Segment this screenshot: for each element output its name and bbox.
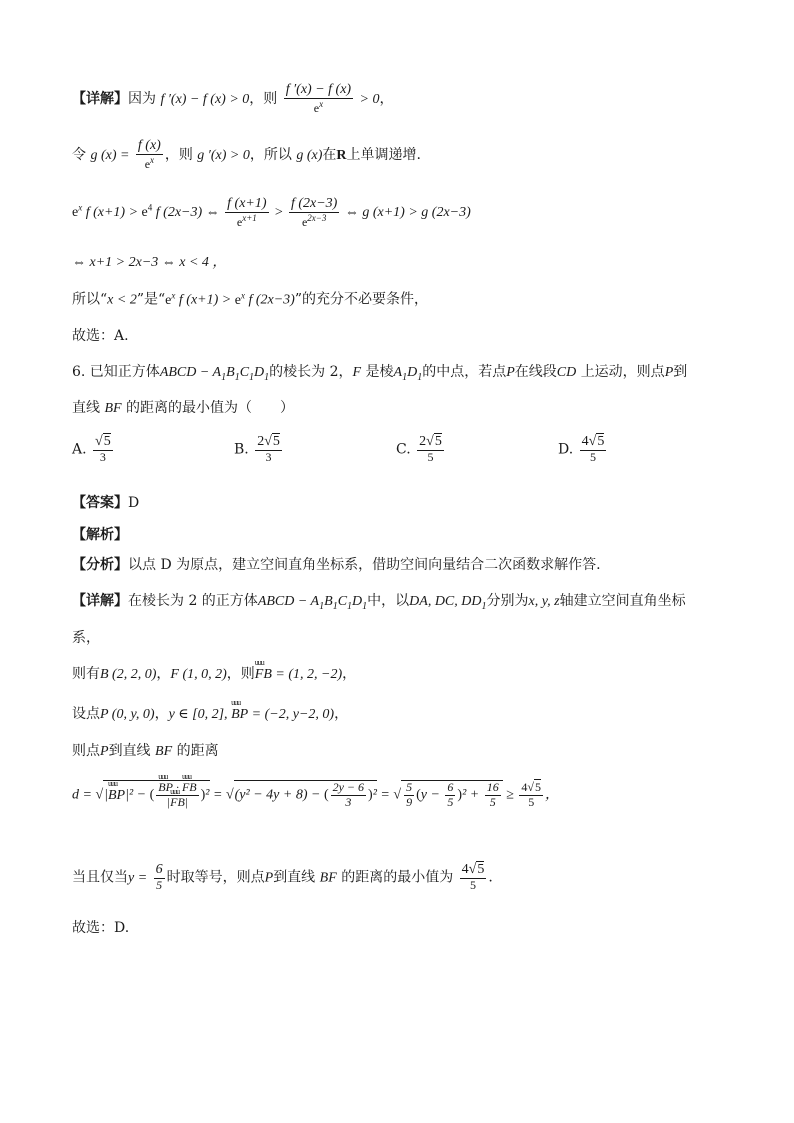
text: 6. 已知正方体	[72, 364, 160, 380]
question-6-line-2: 直线 BF 的距离的最小值为（ ）	[72, 400, 295, 416]
equality-line: 当且仅当y = $\frac{6}{5}$ 时取等号，则点P到直线 BF 的距离的最小值为 $\frac{4√5}{5}$ .	[72, 862, 493, 893]
option-b[interactable]	[234, 434, 284, 465]
text: ，则	[226, 666, 255, 682]
text: ，	[379, 90, 394, 107]
question-6-line-1: 6. 已知正方体ABCD − $A_1B_1C_1D_1$的棱长为 2，F 是棱$A_1D_1$的中点，若点P在线段CD 上运动，则点P到	[72, 364, 688, 383]
text: ，则	[164, 146, 193, 163]
distance-line: 则点P到直线 BF 的距离	[72, 743, 219, 759]
distance-formula: d = √|uuu BP|² − ( uuu $\frac{\text{BP · uuu FB}}{\text{|uuu FB|}}$ )² = √(y² − 4y + 8) − ( $\frac{2y - 6}{3}$ )² = √ $\frac{5}{9}$ (y − $\frac{6}{5}$ )² + $\frac{16}{5}$ ≥ $\frac{4√5}{5}$ ，	[72, 780, 559, 810]
text: 中，以	[367, 593, 410, 609]
option-letter: A.	[72, 441, 87, 458]
text: ，	[156, 666, 171, 682]
option-letter: C.	[396, 441, 411, 458]
fraction: $\frac{f (x+1)}{e^{x+1}}$	[227, 196, 267, 230]
fraction: $\frac{f '(x) - f (x)}{e^x}$	[285, 82, 352, 116]
detail-line-1: 【详解】因为 f ′(x) − f (x) > 0，则 $\frac{f '(x) - f (x)}{e^x}$ > 0，	[72, 82, 394, 116]
text: 的中点，若点	[422, 364, 507, 380]
answer-line	[72, 495, 139, 512]
detail-line-2: 令 g (x) = $\frac{f (x)}{e^x}$ ，则 g ′(x) > 0，所以 g (x)在R上单调递增.	[72, 138, 421, 172]
text: 分别为	[486, 593, 529, 609]
text: 在	[322, 146, 337, 163]
detail-line-4: ⇔ x+1 > 2x−3 ⇔ x < 4 ，	[72, 255, 227, 270]
option-a[interactable]	[72, 434, 115, 465]
detail-line-3: $e^x$ f $(x+1) > e^4$ f (2x−3) ⇔ $\frac{f (x+1)}{e^{x+1}}$ > $\frac{f (2x-3)}{e^{2x-3}}$ ⇔ g (x+1) > g (2x−3)	[72, 196, 471, 230]
fraction: $\frac{6}{5}$	[155, 862, 163, 893]
option-letter: D.	[558, 441, 574, 458]
option-c[interactable]	[396, 434, 446, 465]
text: 的距离的最小值为	[341, 869, 454, 886]
fraction: $\frac{4√5}{5}$	[581, 434, 605, 465]
option-d[interactable]	[558, 434, 608, 465]
text: 设点	[72, 706, 100, 722]
fraction: $\frac{f (2x-3)}{e^{2x-3}}$	[290, 196, 338, 230]
choice-line-1: 故选：A.	[72, 328, 129, 344]
coordinates-line: 则有B (2, 2, 0)，F (1, 0, 2)，则uuu FB = (1, 2, −2)，	[72, 666, 356, 684]
analysis-line	[72, 557, 601, 574]
text: ，	[154, 706, 169, 722]
text: 到直线	[108, 743, 151, 759]
detail-label: 【详解】	[72, 90, 128, 107]
text: 到	[673, 364, 688, 380]
text: ”是“	[136, 291, 166, 308]
final-choice: 故选：D.	[72, 920, 130, 936]
option-letter: B.	[234, 441, 249, 458]
analysis-label: 【分析】	[72, 557, 128, 573]
fraction: $\frac{2√5}{3}$	[257, 434, 280, 465]
text: 在线段	[514, 364, 557, 380]
text: 上运动，则点	[580, 364, 665, 380]
answer-label: 【答案】	[72, 495, 128, 511]
text: 是棱	[365, 364, 394, 380]
text: 因为	[128, 90, 156, 107]
fraction: $\frac{f (x)}{e^x}$	[137, 138, 161, 172]
text: 到直线	[273, 869, 316, 886]
text: ”的充分不必要条件，	[294, 291, 428, 308]
text: 轴建立空间直角坐标	[559, 593, 686, 609]
analysis-text: 以点 D 为原点，建立空间直角坐标系，借助空间向量结合二次函数求解作答.	[128, 557, 601, 573]
text: 上单调递增.	[346, 146, 421, 163]
text: 时取等号，则点	[166, 869, 265, 886]
text: 令	[72, 146, 86, 163]
detail-q6-line-2: 系，	[72, 630, 100, 646]
text: 则有	[72, 666, 100, 682]
set-point-line: 设点P (0, y, 0)，y ∈ [0, 2], uuu BP = (−2, y−2, 0)，	[72, 706, 348, 724]
text: 直线	[72, 400, 100, 416]
fraction: $\frac{4√5}{5}$	[461, 862, 485, 893]
text: 则点	[72, 743, 100, 759]
detail-q6-line-1: 【详解】在棱长为 2 的正方体ABCD − $A_1B_1C_1D_1$中，以DA, DC, $DD_1$分别为x, y, z轴建立空间直角坐标	[72, 593, 686, 612]
formula: f ′(x) − f (x) > 0	[160, 91, 250, 107]
text: 在棱长为 2 的正方体	[128, 593, 258, 609]
text: R	[336, 147, 347, 163]
text: 当且仅当	[72, 869, 128, 886]
jiexi-line: 【解析】	[72, 527, 128, 543]
text: 的距离的最小值为（ ）	[126, 400, 295, 416]
text: ，则	[249, 90, 278, 107]
text: 的棱长为 2，	[269, 364, 353, 380]
fraction: $\frac{√5}{3}$	[95, 434, 111, 465]
answer-value: D	[128, 495, 140, 511]
text: ，所以	[249, 146, 292, 163]
fraction: $\frac{2√5}{5}$	[419, 434, 442, 465]
detail-label: 【详解】	[72, 593, 128, 609]
text: 所以“	[72, 291, 108, 308]
detail-line-5: 所以“x < 2”是“$e^x$ f $(x+1) > e^x$ f (2x−3)”的充分不必要条件，	[72, 290, 428, 308]
text: 的距离	[176, 743, 219, 759]
